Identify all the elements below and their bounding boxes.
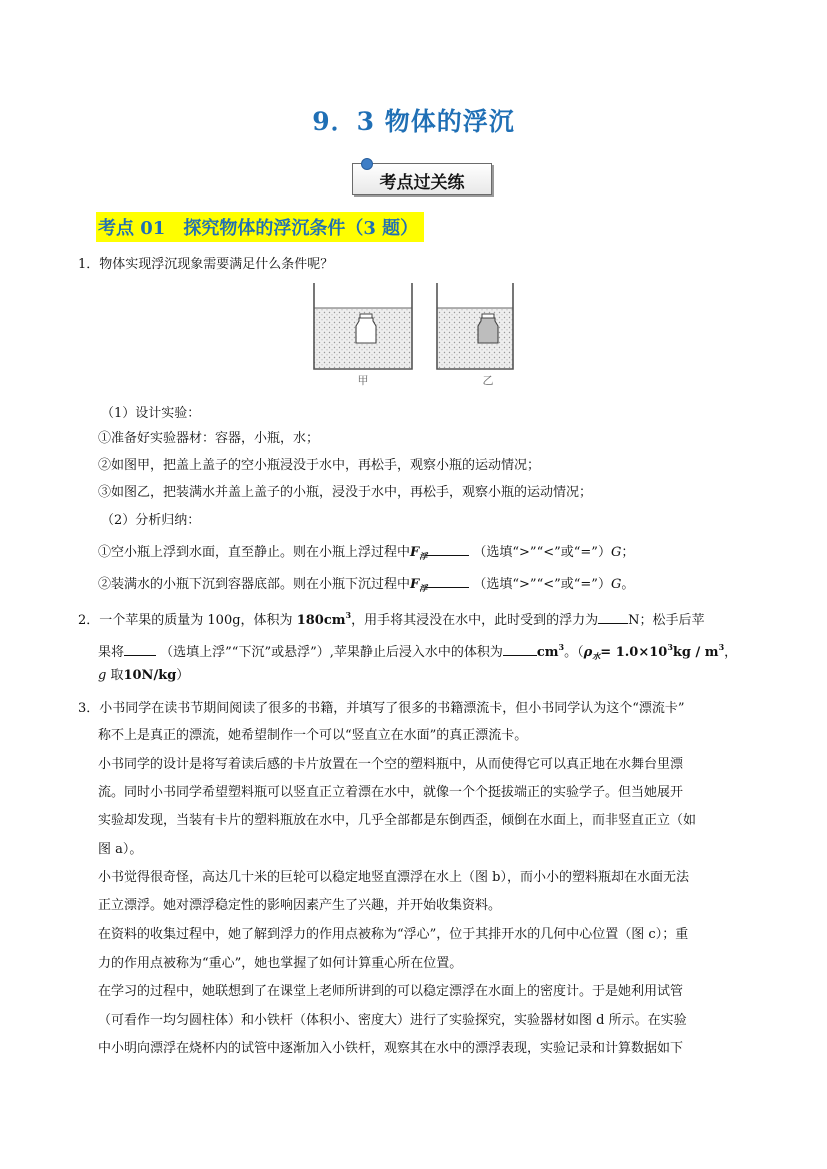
q3-line-13: 中小明向漂浮在烧杯内的试管中逐渐加入小铁杆，观察其在水中的漂浮表现，实验记录和计算数据如下 (98, 1041, 684, 1056)
q1-part1-heading: （1）设计实验： (101, 406, 201, 421)
q1-conclusion-2: ②装满水的小瓶下沉到容器底部。则在小瓶下沉过程中$F_浮$ （选填“>”“<”或“=”）G。 (98, 577, 635, 593)
q3-line-10: 力的作用点被称为“重心”，她也掌握了如何计算重心所在位置。 (98, 956, 463, 971)
answer-blank[interactable] (427, 575, 469, 588)
q3-line-9: 在资料的收集过程中，她了解到浮力的作用点被称为“浮心”，位于其排开水的几何中心位置（图 c）；重 (98, 927, 689, 942)
container-figure (308, 281, 520, 393)
q2-line-3: g 取10N/kg） (98, 668, 190, 683)
page-title: 9．3 物体的浮沉 (312, 107, 515, 136)
exam-points-badge (352, 163, 492, 195)
answer-blank[interactable] (124, 643, 156, 656)
badge-label: 考点过关练 (379, 173, 465, 193)
q3-line-2: 称不上是真正的漂流，她希望制作一个可以“竖直立在水面”的真正漂流卡。 (98, 728, 528, 743)
container-yi (437, 283, 513, 369)
q2-line-1: 2．一个苹果的质量为 100g，体积为 $180cm^3$，用手将其浸没在水中，此时受到的浮力为 N；松手后苹 (78, 610, 705, 628)
answer-blank[interactable] (503, 643, 537, 656)
section-heading: 考点 01 探究物体的浮沉条件（3 题） (96, 212, 424, 242)
figure-label-jia: 甲 (357, 374, 369, 387)
q1-step1: ①准备好实验器材：容器，小瓶，水； (98, 431, 320, 446)
q3-line-3: 小书同学的设计是将写着读后感的卡片放置在一个空的塑料瓶中，从而使得它可以真正地在水舞台里漂 (98, 757, 684, 772)
q1-step3: ③如图乙，把装满水并盖上盖子的小瓶，浸没于水中，再松手，观察小瓶的运动情况； (98, 485, 593, 500)
figure-label-yi: 乙 (482, 374, 494, 387)
question-1-stem: 1．物体实现浮沉现象需要满足什么条件呢？ (78, 257, 334, 272)
answer-blank[interactable] (598, 611, 628, 624)
q3-line-5: 实验却发现，当装有卡片的塑料瓶放在水中，几乎全部都是东倒西歪，倾倒在水面上，而非竖直正立（如 (98, 813, 697, 828)
q3-line-7: 小书觉得很奇怪，高达几十米的巨轮可以稳定地竖直漂浮在水上（图 b），而小小的塑料瓶却在水面无法 (98, 870, 689, 885)
answer-blank[interactable] (427, 543, 469, 556)
q1-conclusion-1: ①空小瓶上浮到水面，直至静止。则在小瓶上浮过程中$F_浮$ （选填“>”“<”或“=”）G； (98, 545, 635, 561)
q1-step2: ②如图甲，把盖上盖子的空小瓶浸没于水中，再松手，观察小瓶的运动情况； (98, 458, 541, 473)
q3-line-8: 正立漂浮。她对漂浮稳定性的影响因素产生了兴趣，并开始收集资料。 (98, 898, 502, 913)
q1-part2-heading: （2）分析归纳： (101, 513, 201, 528)
q3-line-4: 流。同时小书同学希望塑料瓶可以竖直正立着漂在水中，就像一个个挺拔端正的实验学子。但当她展开 (98, 785, 684, 800)
q3-line-6: 图 a）。 (98, 842, 143, 857)
q2-line-2: 果将 （选填上浮”“下沉”或悬浮”）,苹果静止后浸入水中的体积为 $cm^3$。（$\rho_水= 1.0\times 10^3kg / m^3$， (98, 642, 738, 661)
q3-line-1: 3．小书同学在读书节期间阅读了很多的书籍，并填写了很多的书籍漂流卡，但小书同学认为这个“漂流卡” (78, 701, 685, 716)
container-jia (314, 283, 412, 369)
q3-line-11: 在学习的过程中，她联想到了在课堂上老师所讲到的可以稳定漂浮在水面上的密度计。于是她利用试管 (98, 984, 684, 999)
q3-line-12: （可看作一均匀圆柱体）和小铁杆（体积小、密度大）进行了实验探究，实验器材如图 d 所示。在实验 (98, 1013, 687, 1028)
